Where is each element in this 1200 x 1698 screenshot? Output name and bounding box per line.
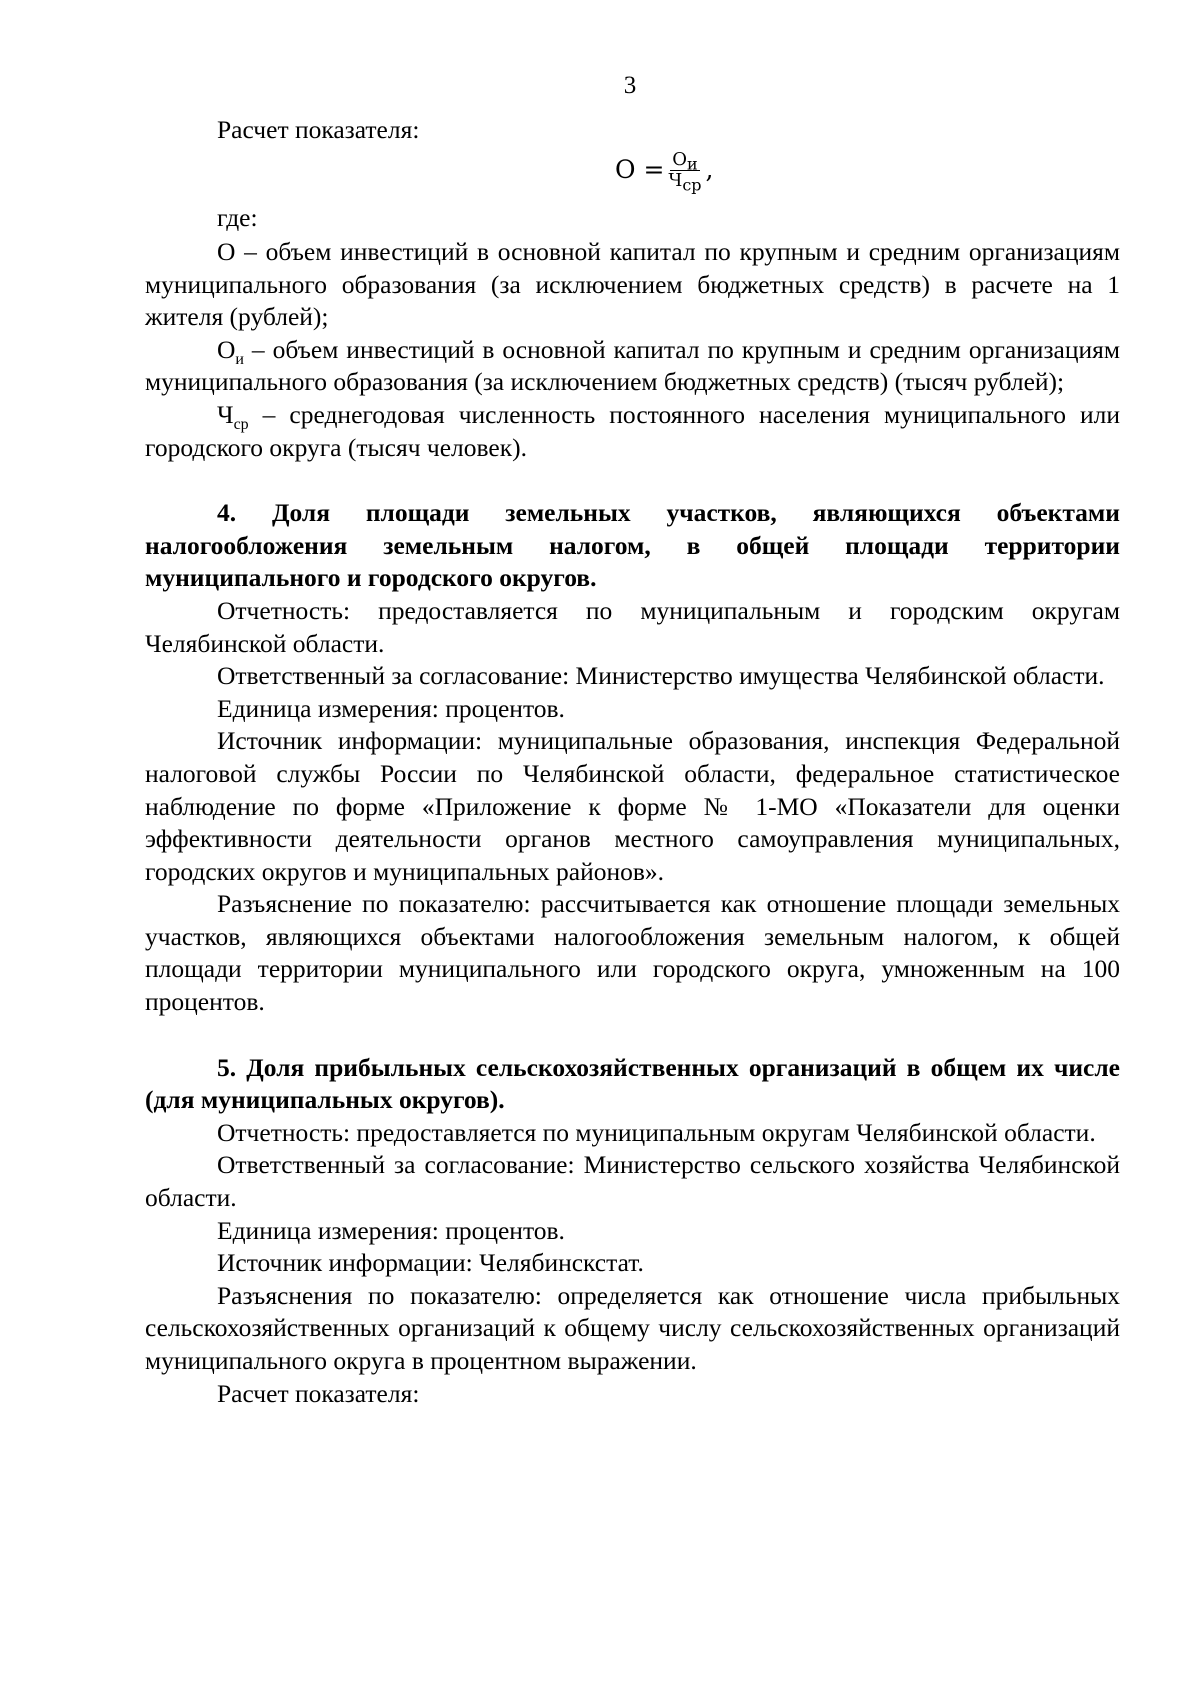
section-4-heading: 4. Доля площади земельных участков, являющихся объектами налогообложения земельным налогом, в общей площади территории муниципального и городского округов. [145, 498, 1120, 593]
section-4-explanation: Разъяснение по показателю: рассчитывается как отношение площади земельных участков, являющихся объектами налогообложения земельным налогом, к общей площади территории муниципального или городского округа, умноженным на 100 процентов. [145, 889, 1120, 1017]
document-body [145, 114, 1120, 1410]
formula-numerator: $О_и$ [672, 149, 698, 174]
section-5-source: Источник информации: Челябинскстат. [217, 1248, 644, 1278]
section-5-calc-label: Расчет показателя: [217, 1378, 420, 1408]
page-number: 3 [623, 72, 637, 99]
calc-label: Расчет показателя: [217, 115, 420, 144]
section-5-unit: Единица измерения: процентов. [217, 1215, 565, 1245]
definition-chsr: $Ч_{ср}$ – среднегодовая численность постоянного населения муниципального или городского округа (тысяч человек). [145, 399, 1120, 462]
section-5-heading: 5. Доля прибыльных сельскохозяйственных организаций в общем их числе (для муниципальных округов). [145, 1052, 1120, 1115]
section-4-reporting: Отчетность: предоставляется по муниципальным и городским округам Челябинской области. [145, 595, 1120, 658]
section-4-unit: Единица измерения: процентов. [217, 693, 565, 723]
formula-trail: , [705, 155, 714, 185]
section-4-responsible: Ответственный за согласование: Министерство имущества Челябинской области. [217, 661, 1105, 691]
section-5-responsible: Ответственный за согласование: Министерство сельского хозяйства Челябинской области. [145, 1150, 1120, 1213]
formula-lhs: О = [615, 155, 665, 185]
section-5-explanation: Разъяснения по показателю: определяется как отношение числа прибыльных сельскохозяйственных организаций к общему числу сельскохозяйственных организаций муниципального округа в процентном выражении. [145, 1280, 1120, 1375]
where-label: где: [217, 203, 258, 232]
definition-oi: $О_и$ – объем инвестиций в основной капитал по крупным и средним организациям муниципального образования (за исключением бюджетных средств) (тысяч рублей); [145, 334, 1120, 397]
formula [615, 149, 714, 195]
formula-denominator: $Ч_{ср}$ [668, 170, 702, 195]
formula-fraction [666, 149, 703, 195]
calc-block [145, 114, 1120, 206]
section-5-reporting: Отчетность: предоставляется по муниципальным округам Челябинской области. [217, 1117, 1096, 1147]
section-4-source: Источник информации: муниципальные образования, инспекция Федеральной налоговой службы России по Челябинской области, федеральное статистическое наблюдение по форме «Приложение к форме № 1-МО «Показатели для оценки эффективности деятельности органов местного самоуправления муниципальных, городских округов и муниципальных районов». [145, 726, 1120, 886]
definition-o: О – объем инвестиций в основной капитал по крупным и средним организациям муниципального образования (за исключением бюджетных средств) в расчете на 1 жителя (рублей); [145, 237, 1120, 332]
